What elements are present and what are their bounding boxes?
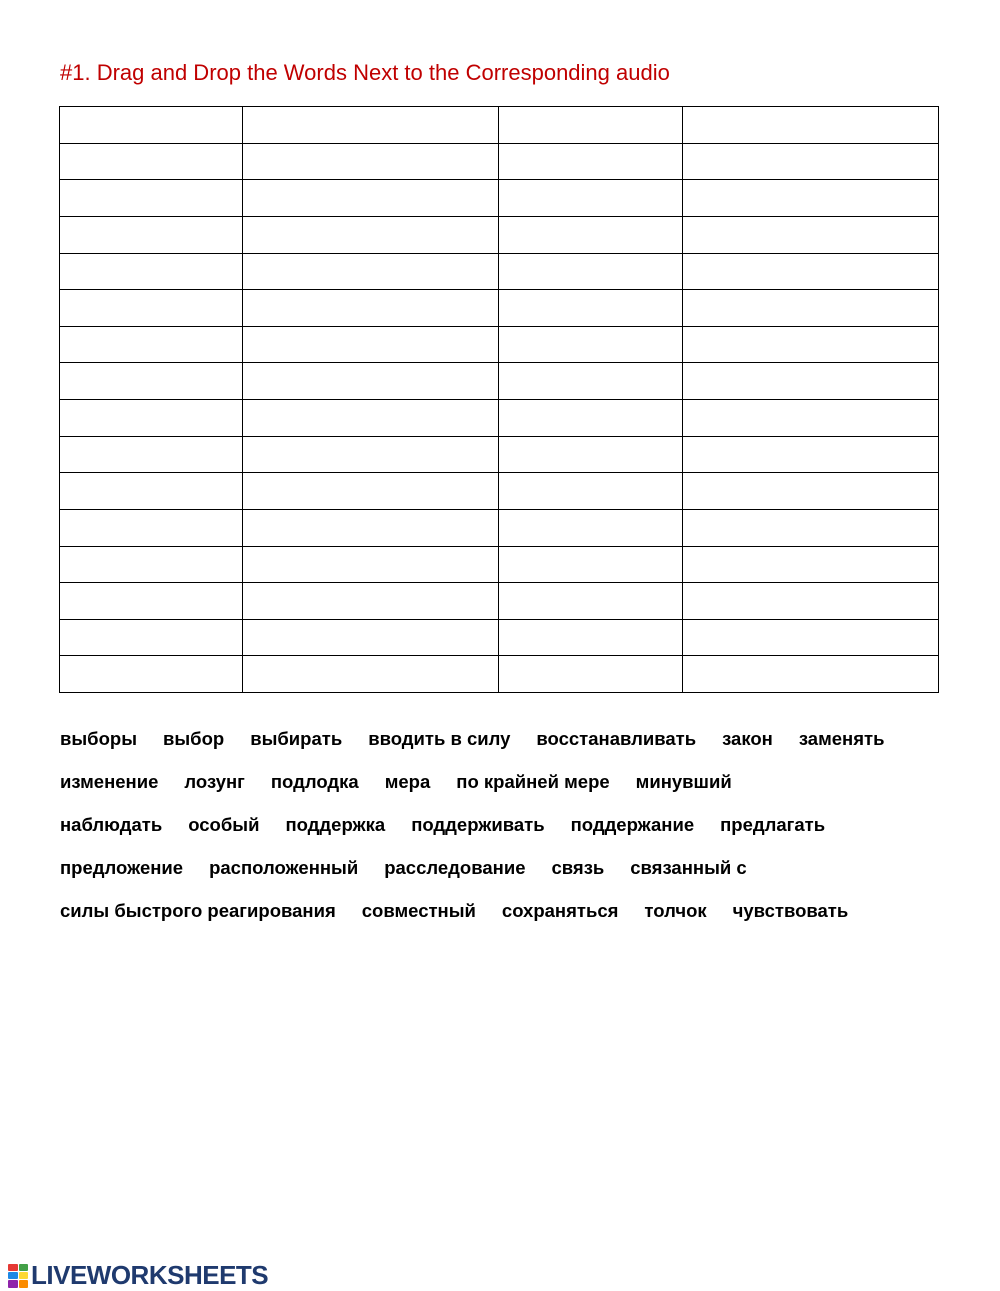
draggable-word[interactable]: предлагать — [720, 814, 826, 835]
logo-block — [8, 1272, 18, 1279]
drop-zone-cell[interactable] — [243, 583, 499, 620]
drop-zone-cell[interactable] — [243, 619, 499, 656]
table-row — [60, 143, 939, 180]
draggable-word[interactable]: поддержка — [285, 814, 386, 835]
word-bank — [60, 728, 960, 943]
drop-zone-cell[interactable] — [682, 436, 938, 473]
draggable-word[interactable]: вводить в силу — [368, 728, 511, 749]
logo-block — [19, 1264, 29, 1271]
drop-zone-cell[interactable] — [243, 363, 499, 400]
word-bank-row — [60, 900, 960, 943]
audio-cell[interactable] — [60, 619, 243, 656]
draggable-word[interactable]: чувствовать — [732, 900, 849, 921]
audio-cell[interactable] — [60, 253, 243, 290]
drop-zone-cell[interactable] — [243, 436, 499, 473]
draggable-word[interactable]: выбор — [163, 728, 225, 749]
audio-cell[interactable] — [499, 436, 682, 473]
drop-zone-cell[interactable] — [682, 143, 938, 180]
draggable-word[interactable]: наблюдать — [60, 814, 163, 835]
audio-cell[interactable] — [499, 180, 682, 217]
drop-zone-cell[interactable] — [243, 180, 499, 217]
drop-zone-cell[interactable] — [682, 619, 938, 656]
drop-zone-cell[interactable] — [243, 290, 499, 327]
audio-cell[interactable] — [60, 363, 243, 400]
page-title: #1. Drag and Drop the Words Next to the Corresponding audio — [60, 60, 670, 85]
liveworksheets-logo-icon — [8, 1264, 28, 1288]
draggable-word[interactable]: лозунг — [184, 771, 245, 792]
drop-zone-cell[interactable] — [682, 546, 938, 583]
table-row — [60, 326, 939, 363]
word-bank-row — [60, 814, 960, 857]
drop-zone-cell[interactable] — [682, 363, 938, 400]
draggable-word[interactable]: особый — [188, 814, 260, 835]
answer-table — [59, 106, 939, 693]
table-row — [60, 290, 939, 327]
audio-cell[interactable] — [499, 509, 682, 546]
audio-cell[interactable] — [499, 107, 682, 144]
table-row — [60, 107, 939, 144]
word-bank-row — [60, 771, 960, 814]
drop-zone-cell[interactable] — [243, 656, 499, 693]
draggable-word[interactable]: связанный с — [630, 857, 747, 878]
audio-cell[interactable] — [60, 107, 243, 144]
table-row — [60, 509, 939, 546]
drop-zone-cell[interactable] — [682, 583, 938, 620]
drop-zone-cell[interactable] — [243, 107, 499, 144]
audio-cell[interactable] — [499, 400, 682, 437]
drop-zone-cell[interactable] — [243, 400, 499, 437]
drop-zone-cell[interactable] — [243, 509, 499, 546]
logo-block — [8, 1280, 18, 1287]
word-bank-row — [60, 857, 960, 900]
audio-cell[interactable] — [499, 216, 682, 253]
table-row — [60, 656, 939, 693]
drop-zone-cell[interactable] — [243, 216, 499, 253]
word-bank-row — [60, 728, 960, 771]
draggable-word[interactable]: закон — [722, 728, 773, 749]
audio-cell[interactable] — [60, 436, 243, 473]
logo-block — [19, 1280, 29, 1287]
audio-cell[interactable] — [499, 583, 682, 620]
audio-cell[interactable] — [60, 180, 243, 217]
draggable-word[interactable]: поддержание — [570, 814, 695, 835]
audio-cell[interactable] — [499, 290, 682, 327]
audio-cell[interactable] — [60, 583, 243, 620]
drop-zone-cell[interactable] — [243, 326, 499, 363]
audio-cell[interactable] — [60, 216, 243, 253]
table-row — [60, 436, 939, 473]
liveworksheets-logo — [8, 1260, 268, 1291]
draggable-word[interactable]: расследование — [384, 857, 526, 878]
draggable-word[interactable]: восстанавливать — [536, 728, 697, 749]
audio-cell[interactable] — [60, 546, 243, 583]
table-row — [60, 180, 939, 217]
drop-zone-cell[interactable] — [682, 509, 938, 546]
audio-cell[interactable] — [499, 619, 682, 656]
draggable-word[interactable]: изменение — [60, 771, 159, 792]
draggable-word[interactable]: подлодка — [270, 771, 359, 792]
draggable-word[interactable]: заменять — [798, 728, 885, 749]
drop-zone-cell[interactable] — [682, 180, 938, 217]
table-row — [60, 619, 939, 656]
audio-cell[interactable] — [60, 143, 243, 180]
drop-zone-cell[interactable] — [243, 253, 499, 290]
draggable-word[interactable]: минувший — [635, 771, 732, 792]
audio-cell[interactable] — [499, 473, 682, 510]
answer-table-body — [60, 107, 939, 693]
draggable-word[interactable]: предложение — [60, 857, 184, 878]
logo-block — [19, 1272, 29, 1279]
logo-block — [8, 1264, 18, 1271]
audio-cell[interactable] — [499, 363, 682, 400]
table-row — [60, 253, 939, 290]
draggable-word[interactable]: расположенный — [209, 857, 359, 878]
audio-cell[interactable] — [499, 546, 682, 583]
table-row — [60, 363, 939, 400]
draggable-word[interactable]: сохраняться — [501, 900, 619, 921]
audio-cell[interactable] — [60, 656, 243, 693]
audio-cell[interactable] — [499, 143, 682, 180]
draggable-word[interactable]: совместный — [361, 900, 476, 921]
audio-cell[interactable] — [60, 290, 243, 327]
drop-zone-cell[interactable] — [682, 656, 938, 693]
drop-zone-cell[interactable] — [682, 107, 938, 144]
draggable-word[interactable]: выбирать — [250, 728, 343, 749]
table-row — [60, 583, 939, 620]
draggable-word[interactable]: силы быстрого реагирования — [60, 900, 336, 921]
draggable-word[interactable]: толчок — [644, 900, 707, 921]
draggable-word[interactable]: связь — [551, 857, 605, 878]
drop-zone-cell[interactable] — [682, 473, 938, 510]
draggable-word[interactable]: поддерживать — [411, 814, 545, 835]
table-row — [60, 216, 939, 253]
audio-cell[interactable] — [60, 509, 243, 546]
logo-text: LIVEWORKSHEETS — [31, 1260, 269, 1290]
audio-cell[interactable] — [499, 253, 682, 290]
drop-zone-cell[interactable] — [682, 326, 938, 363]
drop-zone-cell[interactable] — [243, 143, 499, 180]
drop-zone-cell[interactable] — [682, 253, 938, 290]
draggable-word[interactable]: по крайней мере — [456, 771, 610, 792]
table-row — [60, 400, 939, 437]
drop-zone-cell[interactable] — [243, 473, 499, 510]
audio-cell[interactable] — [499, 326, 682, 363]
draggable-word[interactable]: выборы — [60, 728, 137, 749]
drop-zone-cell[interactable] — [682, 216, 938, 253]
table-row — [60, 546, 939, 583]
audio-cell[interactable] — [60, 473, 243, 510]
drop-zone-cell[interactable] — [682, 290, 938, 327]
table-row — [60, 473, 939, 510]
audio-cell[interactable] — [60, 326, 243, 363]
drop-zone-cell[interactable] — [682, 400, 938, 437]
drop-zone-cell[interactable] — [243, 546, 499, 583]
audio-cell[interactable] — [499, 656, 682, 693]
draggable-word[interactable]: мера — [384, 771, 431, 792]
audio-cell[interactable] — [60, 400, 243, 437]
